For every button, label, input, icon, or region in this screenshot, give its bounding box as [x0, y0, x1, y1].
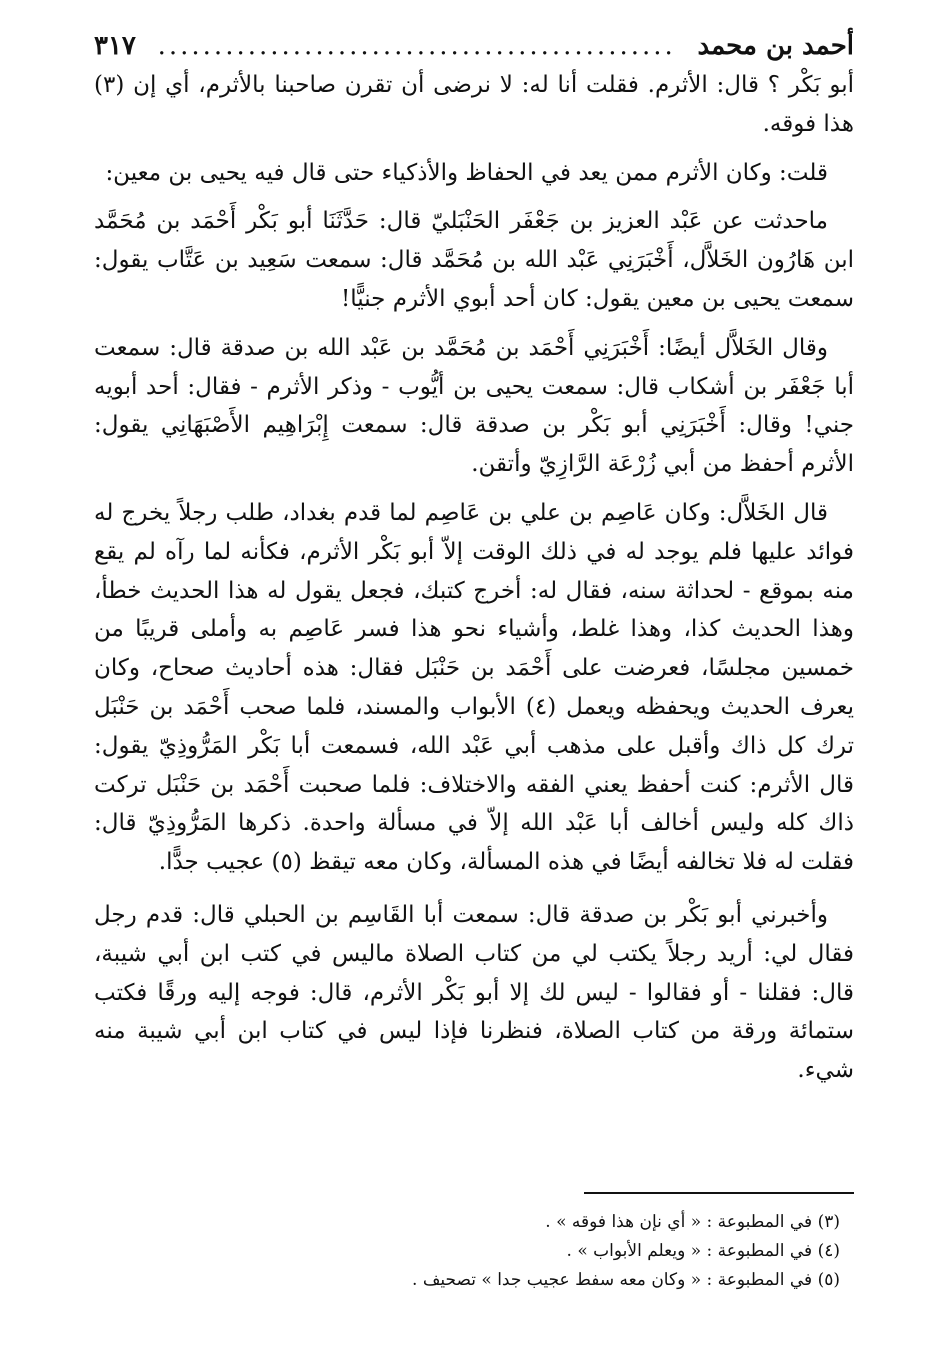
main-text	[94, 66, 854, 1090]
footnote-5: (٥) في المطبوعة : « وكان معه سفط عجيب جدا » تصحيف .	[412, 1270, 840, 1290]
paragraph-3: ماحدثت عن عَبْد العزيز بن جَعْفَر الحَنْبَليّ قال: حَدَّثَنَا أبو بَكْر أَحْمَد بن مُحَمَّد ابن هَارُون الخَلاَّل، أَخْبَرَنِي عَبْد الله بن مُحَمَّد قال: سمعت سَعِيد بن عَتَّاب يقول: سمعت يحيى بن معين يقول: كان أحد أبوي الأثرم جنيًّا!	[94, 208, 854, 312]
paragraph-6: وأخبرني أبو بَكْر بن صدقة قال: سمعت أبا القَاسِم بن الحبلي قال: قدم رجل فقال لي: أريد رجلاً يكتب لي من كتاب الصلاة ماليس في كتب ابن أبي شيبة، قال: فقلنا - أو فقالوا - ليس لك إلا أبو بَكْر الأثرم، قال: فوجه إليه ورقًا فكتب ستمائة ورقة من كتاب الصلاة، فنظرنا فإذا ليس في كتاب ابن أبي شيبة منه شيء.	[94, 901, 854, 1084]
footnote-3: (٣) في المطبوعة : « أي نإن هذا فوقه » .	[545, 1212, 840, 1232]
leader-dots: ..............................................	[157, 31, 676, 61]
page-header	[94, 26, 854, 66]
footnote-separator	[584, 1192, 854, 1194]
paragraph-4: وقال الخَلاَّل أيضًا: أَخْبَرَنِي أَحْمَد بن مُحَمَّد بن عَبْد الله بن صدقة قال: سمعت أبا جَعْفَر بن أشكاب قال: سمعت يحيى بن أيُّوب - وذكر الأثرم - فقال: أحد أبويه جني! وقال: أَخْبَرَنِي أبو بَكْر بن صدقة قال: سمعت إِبْرَاهِيم الأَصْبَهَانِي يقول: الأثرم أحفظ من أبي زُرْعَة الرَّازِيّ وأتقن.	[94, 334, 854, 478]
footnotes	[94, 1208, 854, 1295]
paragraph-2: قلت: وكان الأثرم ممن يعد في الحفاظ والأذكياء حتى قال فيه يحيى بن معين:	[105, 159, 828, 186]
paragraph-1: أبو بَكْر ؟ قال: الأثرم. فقلت أنا له: لا نرضى أن تقرن صاحبنا بالأثرم، أي إن (٣) هذا فوقه.	[94, 72, 854, 137]
footnote-4: (٤) في المطبوعة : « ويعلم الأبواب » .	[566, 1241, 840, 1261]
running-title: أحمد بن محمد	[697, 31, 854, 61]
paragraph-5: قال الخَلاَّل: وكان عَاصِم بن علي بن عَاصِم لما قدم بغداد، طلب رجلاً يخرج له فوائد عليها فلم يوجد له في ذلك الوقت إلاّ أبو بَكْر الأثرم، فكأنه لما رآه لم يقع منه بموقع - لحداثة سنه، فقال له: أخرج كتبك، فجعل يقول له هذا الحديث خطأ، وهذا الحديث كذا، وهذا غلط، وأشياء نحو هذا فسر عَاصِم به وأملى قريبًا من خمسين مجلسًا، فعرضت على أَحْمَد بن حَنْبَل فقال: هذه أحاديث صحاح، وكان يعرف الحديث ويحفظه ويعمل (٤) الأبواب والمسند، فلما صحب أَحْمَد بن حَنْبَل ترك كل ذاك وأقبل على مذهب أبي عَبْد الله، فسمعت أبا بَكْر المَرُّوذِيّ يقول: قال الأثرم: كنت أحفظ يعني الفقه والاختلاف: فلما صحبت أَحْمَد بن حَنْبَل تركت ذاك كله وليس أخالف أبا عَبْد الله إلاّ في مسألة واحدة. ذكرها المَرُّوذِيّ قال: فقلت له فلا تخالفه أيضًا في هذه المسألة، وكان معه تيقظ (٥) عجيب جدًّا.	[94, 499, 854, 876]
page-number: ٣١٧	[94, 31, 136, 61]
